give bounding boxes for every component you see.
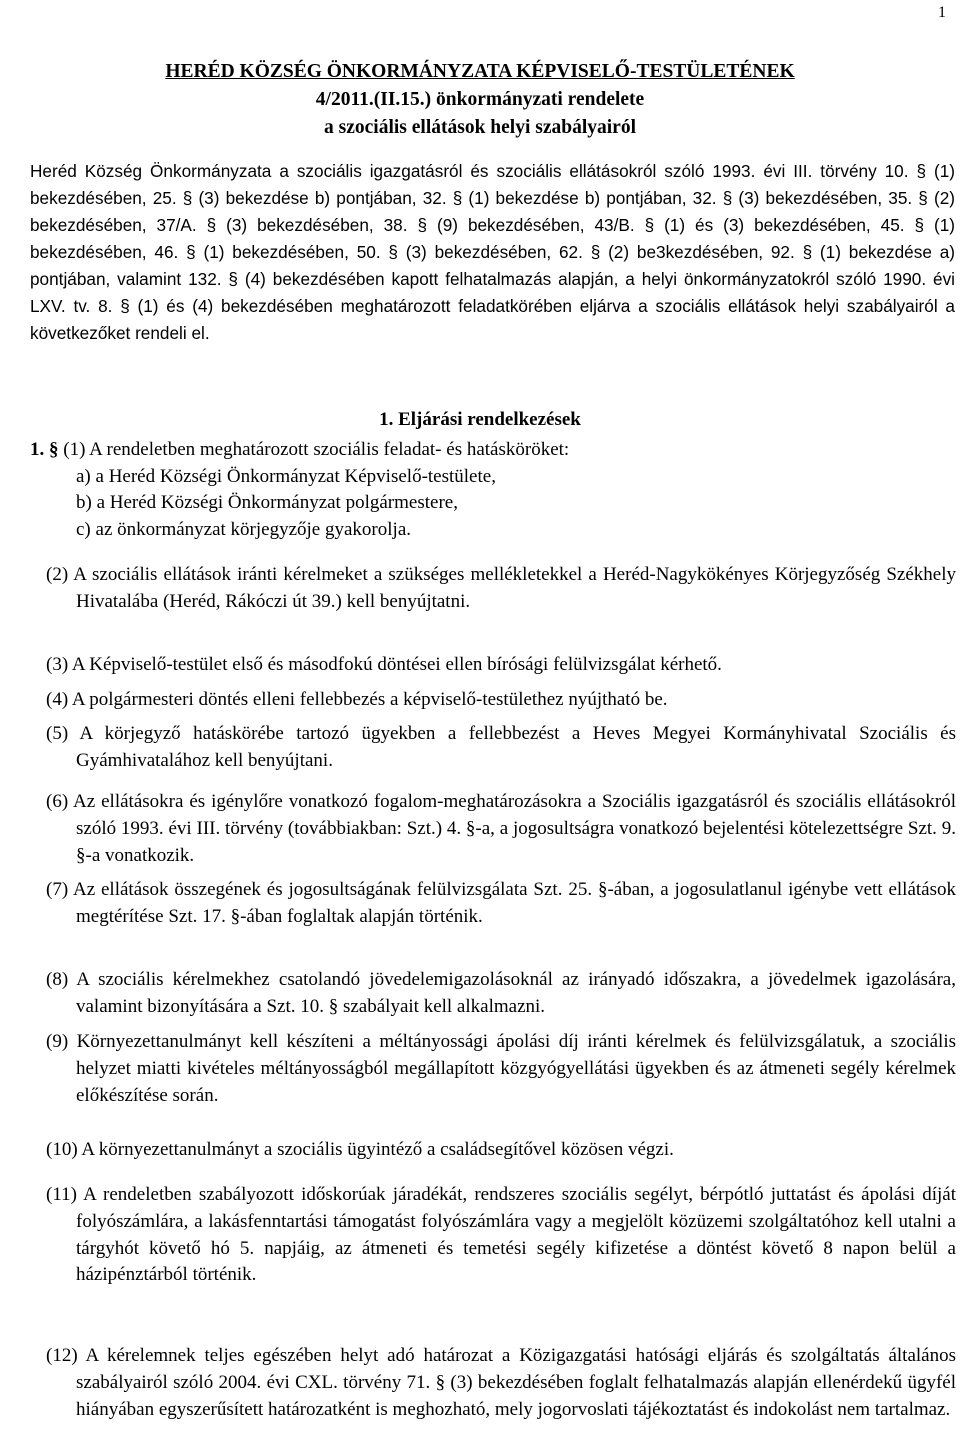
document-title [0, 58, 960, 142]
preamble: Heréd Község Önkormányzata a szociális igazgatásról és szociális ellátásokról szóló 1993. évi III. törvény 10. § (1) bekezdésében, 25. § (3) bekezdése b) pontjában, 32. § (1) bekezdése b) pontjában, 32. § (3) bekezdésében, 35. § (2) bekezdésében, 37/A. § (3) bekezdésében, 38. § (9) bekezdésében, 43/B. § (1) és (3) bekezdésében, 45. § (1) bekezdésében, 46. § (1) bekezdésében, 50. § (3) bekezdésében, 62. § (2) be3kezdésében, 92. § (1) bekezdése a) pontjában, valamint 132. § (4) bekezdésében kapott felhatalmazás alapján, a helyi önkormányzatokról szóló 1990. évi LXV. tv. 8. § (1) és (4) bekezdésében meghatározott feladatkörében eljárva a szociális ellátások helyi szabályairól a következőket rendeli el. [30, 161, 955, 343]
section-1 [30, 437, 955, 543]
paragraph-7: (7) Az ellátások összegének és jogosultságának felülvizsgálata Szt. 25. §-ában, a jogosulatlanul igénybe vett ellátások megtérítése Szt. 17. §-ában foglaltak alapján történik. [46, 879, 956, 927]
section-title: 1. Eljárási rendelkezések [379, 409, 581, 430]
paragraph-3: (3) A Képviselő-testület első és másodfokú döntései ellen bírósági felülvizsgálat kérhető. [46, 654, 722, 675]
paragraph-4: (4) A polgármesteri döntés elleni fellebbezés a képviselő-testülethez nyújtható be. [46, 689, 668, 710]
list-item-b: b) a Heréd Községi Önkormányzat polgármestere, [76, 492, 458, 513]
paragraph-12: (12) A kérelemnek teljes egészében helyt adó határozat a Közigazgatási hatósági eljárás és szolgáltatás általános szabályairól szóló 2004. évi CXL. törvény 71. § (3) bekezdésében foglalt felhatalmazás alapján ellenérdekű ügyfél hiányában egyszerűsített határozatként is meghozható, mely jogorvoslati tájékoztatást és indokolást nem tartalmaz. [46, 1345, 956, 1420]
paragraph-10: (10) A környezettanulmányt a szociális ügyintéző a családsegítővel közösen végzi. [46, 1139, 674, 1160]
paragraph-9: (9) Környezettanulmányt kell készíteni a méltányossági ápolási díj iránti kérelmek és felülvizsgálatuk, a szociális helyzet miatti kivételes méltányosságból megállapított közgyógyellátási ügyekben és az átmeneti segély kérelmek előkészítése során. [46, 1031, 956, 1106]
section-1-intro-text: (1) A rendeletben meghatározott szociális feladat- és hatásköröket: [63, 439, 570, 460]
title-line-3: a szociális ellátások helyi szabályairól [324, 117, 636, 138]
paragraph-6: (6) Az ellátásokra és igénylőre vonatkozó fogalom-meghatározásokra a Szociális igazgatásról és szociális ellátásokról szóló 1993. évi III. törvény (továbbiakban: Szt.) 4. §-a, a jogosultságra vonatkozó bejelentési kötelezettségre Szt. 9. §-a vonatkozik. [46, 791, 956, 866]
paragraph-8: (8) A szociális kérelmekhez csatolandó jövedelemigazolásoknál az irányadó időszakra, a jövedelmek igazolására, valamint bizonyítására a Szt. 10. § szabályait kell alkalmazni. [46, 969, 956, 1017]
paragraph-5: (5) A körjegyző hatáskörébe tartozó ügyekben a fellebbezést a Heves Megyei Kormányhivatal Szociális és Gyámhivatalához kell benyújtani. [46, 723, 956, 771]
title-line-2: 4/2011.(II.15.) önkormányzati rendelete [315, 89, 645, 110]
page-number: 1 [938, 4, 946, 21]
list-item-a: a) a Heréd Községi Önkormányzat Képviselő-testülete, [76, 465, 496, 487]
list-item-c: c) az önkormányzat körjegyzője gyakorolja. [76, 518, 411, 540]
paragraph-11: (11) A rendeletben szabályozott időskorúak járadékát, rendszeres szociális segélyt, bérpótló juttatást és ápolási díját folyószámlára, a lakásfenntartási támogatást folyószámlára vagy a megjelölt közüzemi szolgáltatóhoz kell utalni a tárgyhót követő hó 5. napjáig, az átmeneti és temetési segély kifizetése a döntést követő 8 napon belül a házipénztárból történik. [46, 1184, 956, 1286]
title-line-1: HERÉD KÖZSÉG ÖNKORMÁNYZATA KÉPVISELŐ-TESTÜLETÉNEK [165, 61, 795, 82]
section-1-number: 1. § [30, 439, 59, 460]
paragraph-2: (2) A szociális ellátások iránti kérelmeket a szükséges mellékletekkel a Heréd-Nagykökényes Körjegyzőség Székhely Hivatalába (Heréd, Rákóczi út 39.) kell benyújtatni. [46, 564, 956, 612]
section-1-intro [30, 437, 955, 464]
